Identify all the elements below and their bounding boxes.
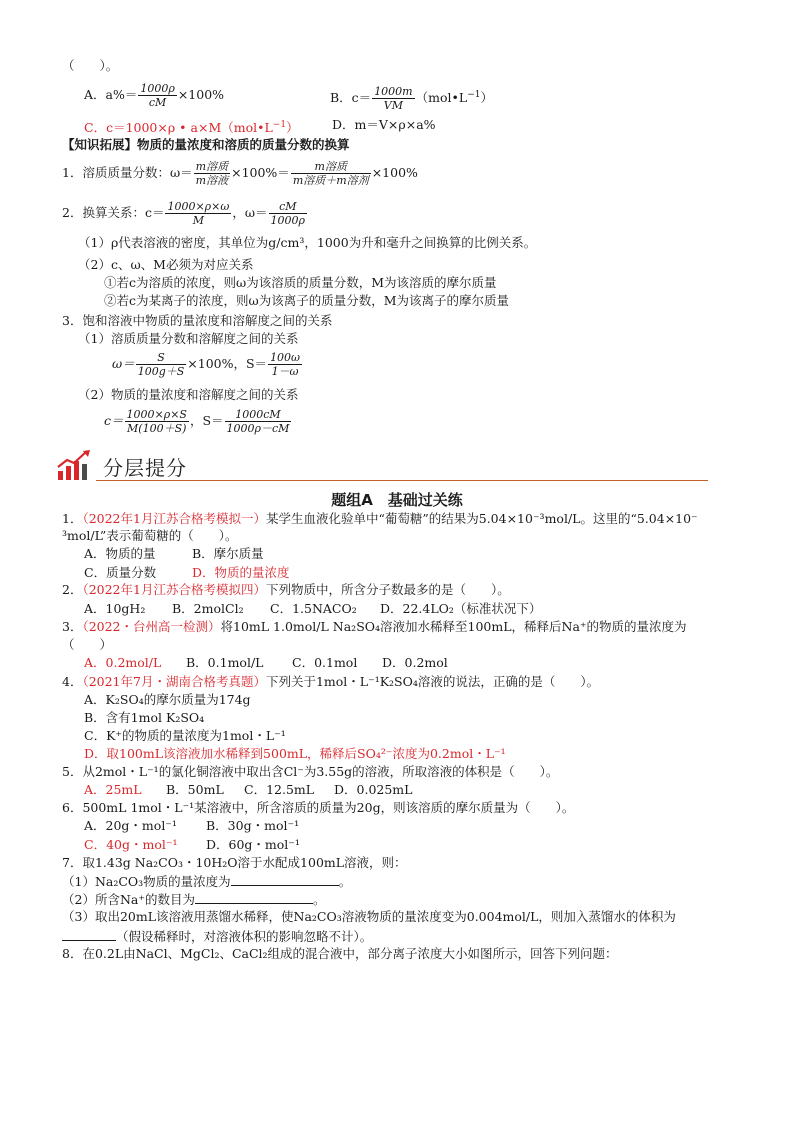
q2-option-c: C．1.5NACO₂ — [270, 601, 357, 616]
q5-option-b: B．50mL — [166, 782, 224, 797]
question-1: 1．（2022年1月江苏合格考模拟一）某学生血液化验单中“葡萄糖”的结果为5.04×10⁻³mol/L。这里的“5.04×10⁻ — [62, 511, 698, 526]
option-c: C．c＝1000×ρ • $a\times M(mol•L^{-1})$ — [84, 120, 299, 135]
q5-option-a: A．25mL — [84, 782, 142, 797]
q3-option-b: B．0.1mol/L — [186, 655, 264, 670]
q2-option-a: A．10gH₂ — [84, 601, 146, 616]
question-2: 2．（2022年1月江苏合格考模拟四）下列物质中，所含分子数最多的是（ ）。 — [62, 582, 510, 597]
question-8: 8．在0.2L由NaCl、MgCl₂、CaCl₂组成的混合液中，部分离子浓度大小如图所示，回答下列问题： — [62, 946, 618, 961]
q1-option-b: B．摩尔质量 — [192, 546, 264, 561]
group-title: 题组A 基础过关练 — [331, 491, 463, 509]
q1-option-d: D．物质的量浓度 — [192, 565, 290, 580]
knowledge-line-9: ω＝ $\frac{S}{100g+S}$ ×100%，S＝ $\frac{100\omega}{1-\omega}$ — [112, 351, 301, 378]
knowledge-line-1: 1．溶质质量分数：ω＝ $\frac{\text{m溶质}}{\text{m溶液}}$ ×100%＝ $\frac{\text{m溶质}}{\text{m溶质＋m溶剂}}$ ×100% — [62, 160, 418, 187]
q4-option-d: D．取100mL该溶液加水稀释到500mL，稀释后SO₄²⁻浓度为0.2mol・L⁻¹ — [84, 746, 506, 761]
bar-chart-trend-icon — [56, 449, 94, 481]
knowledge-heading: 【知识拓展】物质的量浓度和溶质的质量分数的换算 — [62, 137, 350, 152]
q7-part-1: （1）Na₂CO₃物质的量浓度为 。 — [62, 874, 352, 889]
q6-option-b: B．30g・mol⁻¹ — [206, 818, 300, 833]
q2-option-d: D．22.4LO₂（标准状况下） — [380, 601, 542, 616]
option-b: B．c＝ $\frac{1000m}{VM}$ $(mol•L^{-1})$ — [330, 85, 493, 112]
q7-blank-3[interactable] — [62, 928, 116, 941]
knowledge-line-3: （1）ρ代表溶液的密度，其单位为g/cm³，1000为升和毫升之间换算的比例关系。 — [78, 235, 537, 250]
question-5: 5．从2mol・L⁻¹的氯化铜溶液中取出含Cl⁻为3.55g的溶液，所取溶液的体积是（ ）。 — [62, 764, 559, 779]
q7-part-3-cont: （假设稀释时，对溶液体积的影响忽略不计）。 — [62, 928, 372, 945]
q6-option-c: C．40g・mol⁻¹ — [84, 837, 178, 852]
q3-option-a: A．0.2mol/L — [84, 655, 162, 670]
knowledge-line-7: 3．饱和溶液中物质的量浓度和溶解度之间的关系 — [62, 313, 333, 328]
question-4: 4．（2021年7月・湖南合格考真题）下列关于1mol・L⁻¹K₂SO₄溶液的说法，正确的是（ ）。 — [62, 674, 600, 689]
question-6: 6．500mL 1mol・L⁻¹某溶液中，所含溶质的质量为20g，则该溶质的摩尔质量为（ ）。 — [62, 800, 575, 815]
prev-question-paren: （ ）。 — [62, 58, 119, 73]
q3-option-d: D．0.2mol — [382, 655, 448, 670]
knowledge-line-2: 2．换算关系：c＝ $\frac{1000\times\rho\times\omega}{M}$ ，ω＝ $\frac{cM}{1000\rho}$ — [62, 200, 306, 227]
section-title: 分层提分 — [103, 456, 187, 480]
q1-option-c: C．质量分数 — [84, 565, 157, 580]
knowledge-line-6: ②若c为某离子的浓度，则ω为该离子的质量分数，M为该离子的摩尔质量 — [104, 293, 509, 308]
knowledge-line-8: （1）溶质质量分数和溶解度之间的关系 — [78, 331, 299, 346]
knowledge-line-5: ①若c为溶质的浓度，则ω为该溶质的质量分数，M为该溶质的摩尔质量 — [104, 275, 497, 290]
q7-blank-1[interactable] — [231, 873, 339, 886]
q4-option-c: C．K⁺的物质的量浓度为1mol・L⁻¹ — [84, 728, 286, 743]
q5-option-d: D．0.025mL — [334, 782, 413, 797]
knowledge-line-11: c＝ $\frac{1000\times\rho\times S}{M(100+S)}$ ，S＝ $\frac{1000cM}{1000\rho-cM}$ — [104, 408, 290, 435]
option-d: D．m＝V×ρ×a% — [332, 117, 436, 132]
q7-blank-2[interactable] — [195, 891, 313, 904]
q5-option-c: C．12.5mL — [244, 782, 315, 797]
question-3-cont: （ ） — [62, 637, 113, 652]
q4-option-a: A．K₂SO₄的摩尔质量为174g — [84, 692, 251, 707]
question-7: 7．取1.43g Na₂CO₃・10H₂O溶于水配成100mL溶液，则： — [62, 855, 407, 870]
question-1-cont: ³mol/L”表示葡萄糖的（ ）。 — [62, 528, 238, 543]
q2-option-b: B．2molCl₂ — [172, 601, 244, 616]
option-a: A．a%＝ $\frac{1000\rho}{cM}$ ×100% — [84, 82, 225, 109]
section-header — [56, 449, 708, 483]
q7-part-2: （2）所含Na⁺的数目为 。 — [62, 892, 326, 907]
section-rule — [96, 480, 708, 481]
knowledge-line-10: （2）物质的量浓度和溶解度之间的关系 — [78, 387, 299, 402]
question-3: 3．（2022・台州高一检测）将10mL 1.0mol/L Na₂SO₄溶液加水稀释至100mL，稀释后Na⁺的物质的量浓度为 — [62, 619, 687, 634]
q6-option-d: D．60g・mol⁻¹ — [206, 837, 300, 852]
q3-option-c: C．0.1mol — [292, 655, 358, 670]
q7-part-3: （3）取出20mL该溶液用蒸馏水稀释，使Na₂CO₃溶液物质的量浓度变为0.004mol/L，则加入蒸馏水的体积为 — [62, 909, 676, 924]
q6-option-a: A．20g・mol⁻¹ — [84, 818, 177, 833]
q1-option-a: A．物质的量 — [84, 546, 156, 561]
q4-option-b: B．含有1mol K₂SO₄ — [84, 710, 205, 725]
knowledge-line-4: （2）c、ω、M必须为对应关系 — [78, 257, 254, 272]
